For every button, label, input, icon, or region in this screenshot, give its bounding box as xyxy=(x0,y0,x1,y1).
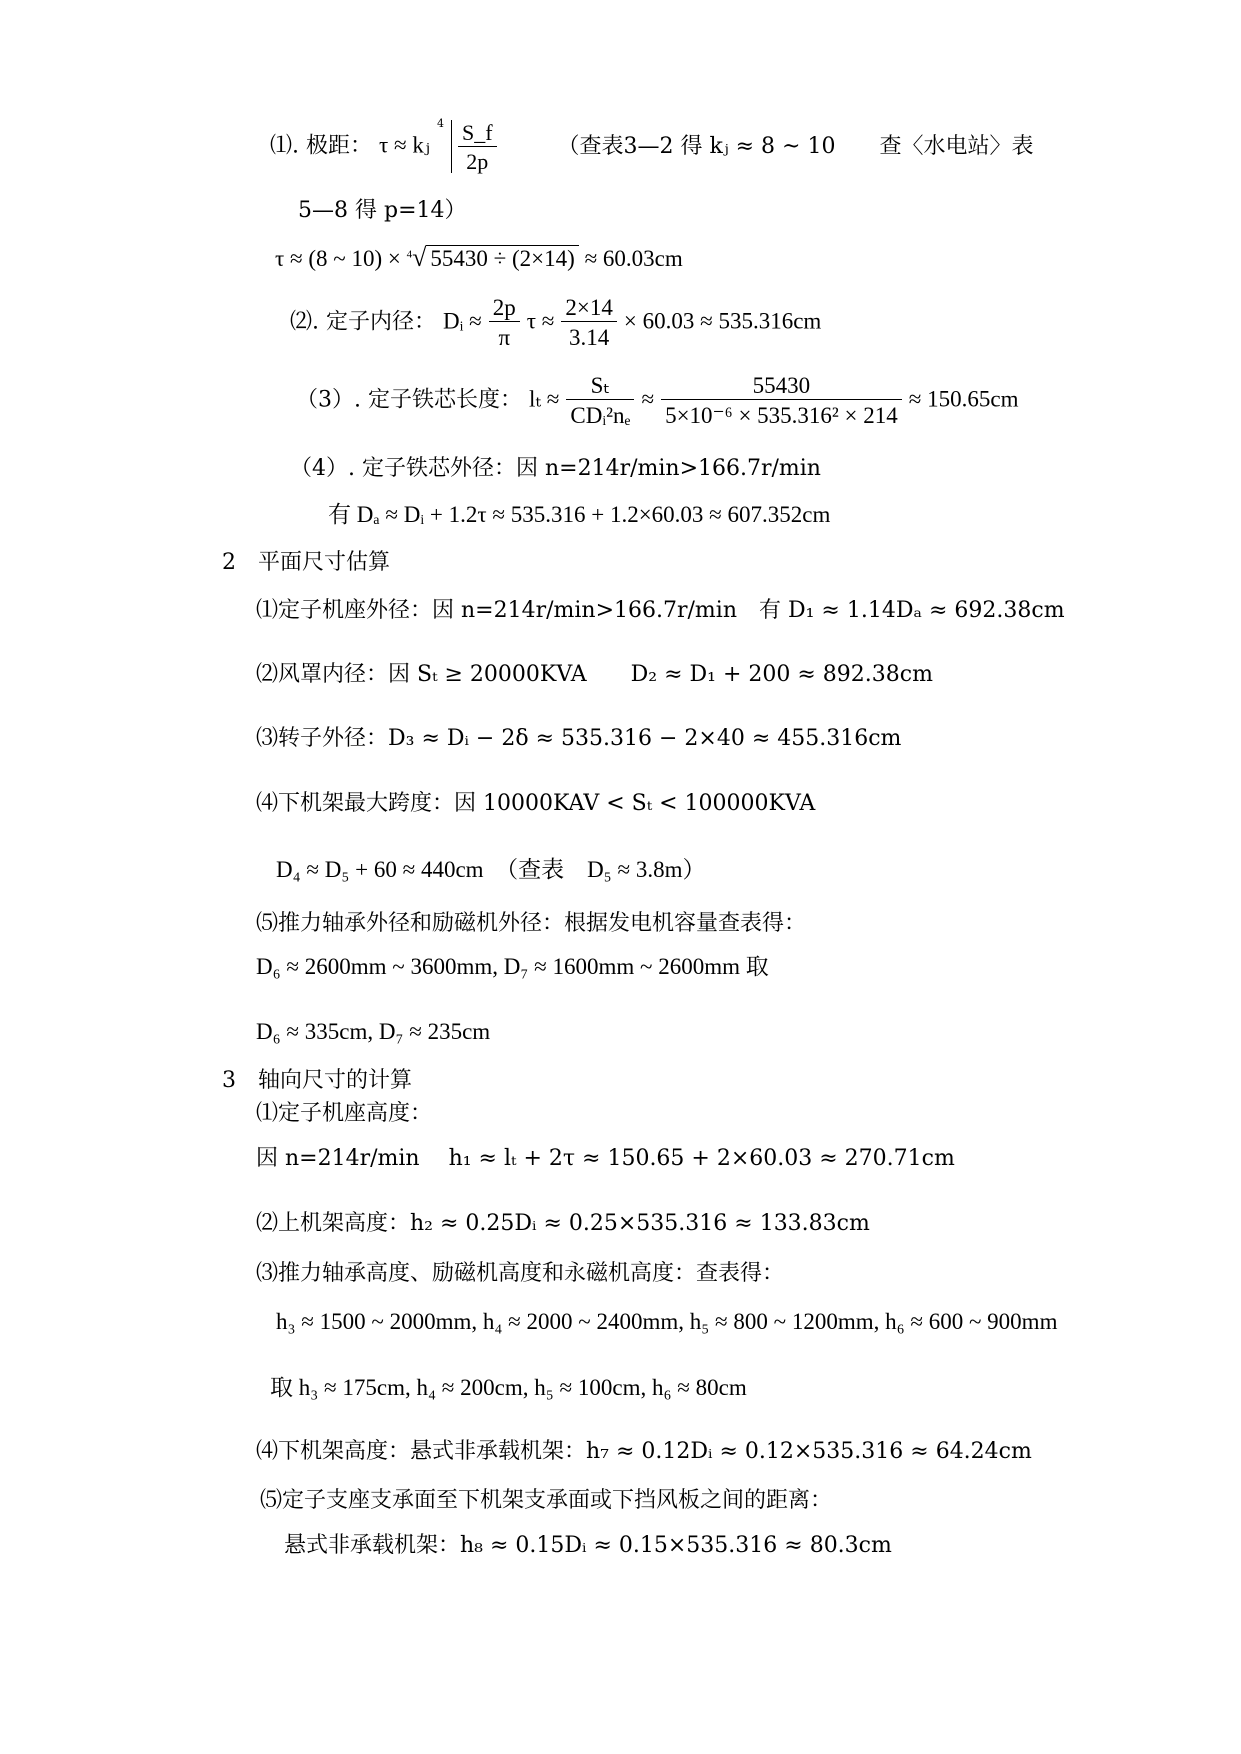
sf-over-2p xyxy=(458,122,497,173)
label: （3）. 定子铁芯长度： xyxy=(296,387,522,413)
frac-num: S_f xyxy=(458,122,497,147)
s3-item-1: ⑴定子机座高度： xyxy=(256,1101,433,1126)
s3-item-3b: h₃ ≈ 1500 ~ 2000mm, h₄ ≈ 2000 ~ 2400mm, h₅ ≈ 800 ~ 1200mm, h₆ ≈ 600 ~ 900mm xyxy=(276,1309,1058,1334)
s2-item-4b: D₄ ≈ D₅ + 60 ≈ 440cm （查表 D₅ ≈ 3.8m） xyxy=(276,857,706,882)
den: CDᵢ²nₑ xyxy=(570,403,631,428)
calc-root-index: 4 xyxy=(406,248,413,261)
s3-item-5: ⑸定子支座支承面至下机架支承面或下挡风板之间的距离： xyxy=(260,1488,833,1513)
calc-result: ≈ 60.03cm xyxy=(584,246,683,271)
frac-2p-pi xyxy=(489,296,520,349)
s3-item-3c: 取 h₃ ≈ 175cm, h₄ ≈ 200cm, h₅ ≈ 100cm, h₆ ≈ 80cm xyxy=(270,1375,747,1400)
label: ⑵. 定子内径： xyxy=(290,309,436,335)
num: 55430 xyxy=(661,374,902,400)
stator-core-length xyxy=(296,374,1019,427)
result: × 60.03 ≈ 535.316cm xyxy=(623,308,822,334)
calc-lhs: τ ≈ (8 ~ 10) × xyxy=(275,246,401,271)
lhs: Dᵢ ≈ xyxy=(443,308,482,334)
s2-item-5c: D₆ ≈ 335cm, D₇ ≈ 235cm xyxy=(256,1019,491,1044)
result: ≈ 150.65cm xyxy=(908,386,1019,412)
frac-st xyxy=(566,374,634,427)
s3-item-1b: 因 n=214r/min h₁ ≈ lₜ + 2τ ≈ 150.65 + 2×60.03 ≈ 270.71cm xyxy=(256,1146,955,1171)
eq: ≈ xyxy=(641,386,655,412)
num: 2×14 xyxy=(561,296,616,322)
note-continuation: 5—8 得 p=14） xyxy=(298,198,467,223)
den: 3.14 xyxy=(568,325,610,350)
s2-item-1: ⑴定子机座外径：因 n=214r/min>166.7r/min 有 D₁ ≈ 1.14Dₐ ≈ 692.38cm xyxy=(256,598,1065,623)
s3-item-5b: 悬式非承载机架：h₈ ≈ 0.15Dᵢ ≈ 0.15×535.316 ≈ 80.3cm xyxy=(284,1533,892,1558)
root-index: 4 xyxy=(436,117,444,130)
pole-pitch-line xyxy=(270,117,1034,174)
den: 5×10⁻⁶ × 535.316² × 214 xyxy=(665,403,898,428)
s2-item-5: ⑸推力轴承外径和励磁机外径：根据发电机容量查表得： xyxy=(256,911,807,936)
stator-inner-diameter xyxy=(290,296,821,349)
lhs: lₜ ≈ xyxy=(528,386,560,412)
section-2-title: 2 平面尺寸估算 xyxy=(222,550,390,575)
pole-pitch-lhs: τ ≈ kⱼ xyxy=(379,132,430,158)
fourth-root xyxy=(436,117,501,174)
pole-pitch-calc xyxy=(275,245,683,271)
s2-item-2: ⑵风罩内径：因 Sₜ ≥ 20000KVA D₂ ≈ D₁ + 200 ≈ 892.38cm xyxy=(256,662,933,687)
frac-55430 xyxy=(661,374,902,427)
radical-sign: √ xyxy=(412,243,427,272)
s2-item-4: ⑷下机架最大跨度：因 10000KAV < Sₜ < 100000KVA xyxy=(256,791,816,816)
stator-outer-result: 有 Dₐ ≈ Dᵢ + 1.2τ ≈ 535.316 + 1.2×60.03 ≈ 607.352cm xyxy=(328,502,831,527)
s2-item-3: ⑶转子外径：D₃ ≈ Dᵢ − 2δ ≈ 535.316 − 2×40 ≈ 455.316cm xyxy=(256,726,902,751)
frac-2x14 xyxy=(561,296,616,349)
frac-den: 2p xyxy=(466,149,489,174)
s3-item-4: ⑷下机架高度：悬式非承载机架：h₇ ≈ 0.12Dᵢ ≈ 0.12×535.316 ≈ 64.24cm xyxy=(256,1439,1032,1464)
pole-pitch-label: ⑴. 极距： xyxy=(270,133,372,159)
s3-item-2: ⑵上机架高度：h₂ ≈ 0.25Dᵢ ≈ 0.25×535.316 ≈ 133.83cm xyxy=(256,1211,870,1236)
section-3-title: 3 轴向尺寸的计算 xyxy=(222,1068,412,1093)
mid: τ ≈ xyxy=(526,308,555,334)
calc-root-body: 55430 ÷ (2×14) xyxy=(426,245,578,271)
s2-item-5b: D₆ ≈ 2600mm ~ 3600mm, D₇ ≈ 1600mm ~ 2600mm 取 xyxy=(256,954,769,979)
num: 2p xyxy=(489,296,520,322)
pole-pitch-note: （查表3—2 得 kⱼ ≈ 8 ~ 10 查〈水电站〉表 xyxy=(557,133,1034,159)
num: Sₜ xyxy=(566,374,634,400)
s3-item-3: ⑶推力轴承高度、励磁机高度和永磁机高度：查表得： xyxy=(256,1261,785,1286)
den: π xyxy=(498,325,511,350)
stator-outer-diameter: （4）. 定子铁芯外径：因 n=214r/min>166.7r/min xyxy=(290,456,821,481)
